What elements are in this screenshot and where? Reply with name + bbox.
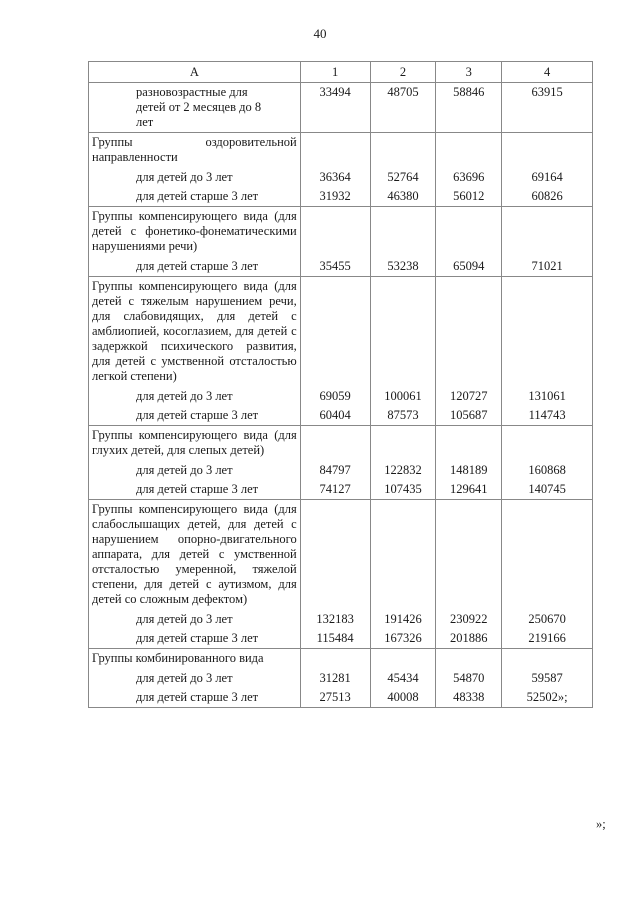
table-row xyxy=(89,688,593,708)
column-header: 4 xyxy=(502,62,593,83)
table-cell: 48705 xyxy=(370,83,436,133)
table-cell: 52764 xyxy=(370,168,436,187)
table-cell: 148189 xyxy=(436,461,502,480)
empty-cell xyxy=(436,277,502,388)
table-cell: 53238 xyxy=(370,257,436,277)
empty-cell xyxy=(370,649,436,670)
table-header-row xyxy=(89,62,593,83)
table-row xyxy=(89,83,593,133)
table-row xyxy=(89,461,593,480)
page-number: 40 xyxy=(313,26,327,41)
empty-cell xyxy=(502,277,593,388)
table-cell: 35455 xyxy=(300,257,370,277)
row-label: разновозрастные для детей от 2 месяцев до 8 лет xyxy=(89,83,301,133)
empty-cell xyxy=(370,207,436,258)
table-cell: 65094 xyxy=(436,257,502,277)
table-body xyxy=(89,83,593,708)
column-header: А xyxy=(89,62,301,83)
empty-cell xyxy=(502,649,593,670)
row-label: для детей до 3 лет xyxy=(89,669,301,688)
empty-cell xyxy=(502,133,593,169)
row-label: для детей старше 3 лет xyxy=(89,257,301,277)
table-cell: 45434 xyxy=(370,669,436,688)
table-row xyxy=(89,187,593,207)
table-cell: 250670 xyxy=(502,610,593,629)
table-cell: 100061 xyxy=(370,387,436,406)
group-header-row xyxy=(89,649,593,670)
column-header: 3 xyxy=(436,62,502,83)
table-cell: 69059 xyxy=(300,387,370,406)
table-cell: 63915 xyxy=(502,83,593,133)
table-row xyxy=(89,669,593,688)
group-header-row xyxy=(89,426,593,462)
group-header-row xyxy=(89,133,593,169)
table-cell: 59587 xyxy=(502,669,593,688)
empty-cell xyxy=(300,207,370,258)
empty-cell xyxy=(300,133,370,169)
table-cell: 31281 xyxy=(300,669,370,688)
table-cell: 84797 xyxy=(300,461,370,480)
empty-cell xyxy=(436,207,502,258)
row-label: для детей до 3 лет xyxy=(89,461,301,480)
empty-cell xyxy=(436,649,502,670)
table-cell: 132183 xyxy=(300,610,370,629)
table-cell: 60404 xyxy=(300,406,370,426)
table-row xyxy=(89,480,593,500)
empty-cell xyxy=(436,426,502,462)
table-cell: 131061 xyxy=(502,387,593,406)
table-row xyxy=(89,406,593,426)
table-cell: 107435 xyxy=(370,480,436,500)
table-cell: 63696 xyxy=(436,168,502,187)
table-cell: 31932 xyxy=(300,187,370,207)
group-title: Группы компенсирующего вида (для глухих детей, для слепых детей) xyxy=(89,426,301,462)
column-header: 2 xyxy=(370,62,436,83)
empty-cell xyxy=(300,426,370,462)
table-cell: 87573 xyxy=(370,406,436,426)
table-cell: 105687 xyxy=(436,406,502,426)
empty-cell xyxy=(300,500,370,611)
closing-quote-mark: »; xyxy=(596,817,606,831)
row-label: для детей старше 3 лет xyxy=(89,480,301,500)
row-label: для детей старше 3 лет xyxy=(89,688,301,708)
empty-cell xyxy=(436,133,502,169)
group-title: Группы компенсирующего вида (для детей с фонетико-фонематическими нарушениями речи) xyxy=(89,207,301,258)
table-cell: 120727 xyxy=(436,387,502,406)
table-cell: 160868 xyxy=(502,461,593,480)
table-cell: 36364 xyxy=(300,168,370,187)
table-cell: 27513 xyxy=(300,688,370,708)
table-row xyxy=(89,387,593,406)
empty-cell xyxy=(370,133,436,169)
table-cell: 140745 xyxy=(502,480,593,500)
table-cell: 40008 xyxy=(370,688,436,708)
group-header-row xyxy=(89,277,593,388)
table-cell: 167326 xyxy=(370,629,436,649)
group-header-row xyxy=(89,500,593,611)
table-cell: 48338 xyxy=(436,688,502,708)
table-cell: 33494 xyxy=(300,83,370,133)
empty-cell xyxy=(370,500,436,611)
table-cell: 230922 xyxy=(436,610,502,629)
table-cell: 56012 xyxy=(436,187,502,207)
column-header: 1 xyxy=(300,62,370,83)
table-row xyxy=(89,257,593,277)
table-row xyxy=(89,629,593,649)
empty-cell xyxy=(370,426,436,462)
table-cell: 46380 xyxy=(370,187,436,207)
row-label: для детей старше 3 лет xyxy=(89,629,301,649)
table-cell: 54870 xyxy=(436,669,502,688)
group-header-row xyxy=(89,207,593,258)
table-cell: 219166 xyxy=(502,629,593,649)
row-label: для детей старше 3 лет xyxy=(89,406,301,426)
table-cell: 201886 xyxy=(436,629,502,649)
empty-cell xyxy=(370,277,436,388)
empty-cell xyxy=(436,500,502,611)
row-label: для детей до 3 лет xyxy=(89,610,301,629)
group-title: Группы компенсирующего вида (для детей с тяжелым нарушением речи, для слабовидящих, для детей с амблиопией, косоглазием, для детей с задержкой психического развития, для детей с умственной отсталостью легкой степени) xyxy=(89,277,301,388)
group-title: Группы оздоровительной направленности xyxy=(89,133,301,169)
table-cell: 114743 xyxy=(502,406,593,426)
row-label: для детей до 3 лет xyxy=(89,168,301,187)
empty-cell xyxy=(502,426,593,462)
table-cell: 122832 xyxy=(370,461,436,480)
table-cell: 58846 xyxy=(436,83,502,133)
table-row xyxy=(89,610,593,629)
table-cell: 71021 xyxy=(502,257,593,277)
empty-cell xyxy=(300,649,370,670)
table-cell: 69164 xyxy=(502,168,593,187)
group-title: Группы компенсирующего вида (для слабослышащих детей, для детей с нарушением опорно-двигательного аппарата, для детей с умственной отсталостью умеренной, тяжелой степени, для детей с аутизмом, для детей со сложным дефектом) xyxy=(89,500,301,611)
table-cell: 74127 xyxy=(300,480,370,500)
table-cell: 60826 xyxy=(502,187,593,207)
table-cell: 129641 xyxy=(436,480,502,500)
empty-cell xyxy=(502,207,593,258)
empty-cell xyxy=(300,277,370,388)
table-cell: 52502»; xyxy=(502,688,593,708)
table-cell: 115484 xyxy=(300,629,370,649)
empty-cell xyxy=(502,500,593,611)
row-label: для детей до 3 лет xyxy=(89,387,301,406)
table-row xyxy=(89,168,593,187)
table-cell: 191426 xyxy=(370,610,436,629)
rates-table xyxy=(88,61,593,708)
group-title: Группы комбинированного вида xyxy=(89,649,301,670)
row-label: для детей старше 3 лет xyxy=(89,187,301,207)
